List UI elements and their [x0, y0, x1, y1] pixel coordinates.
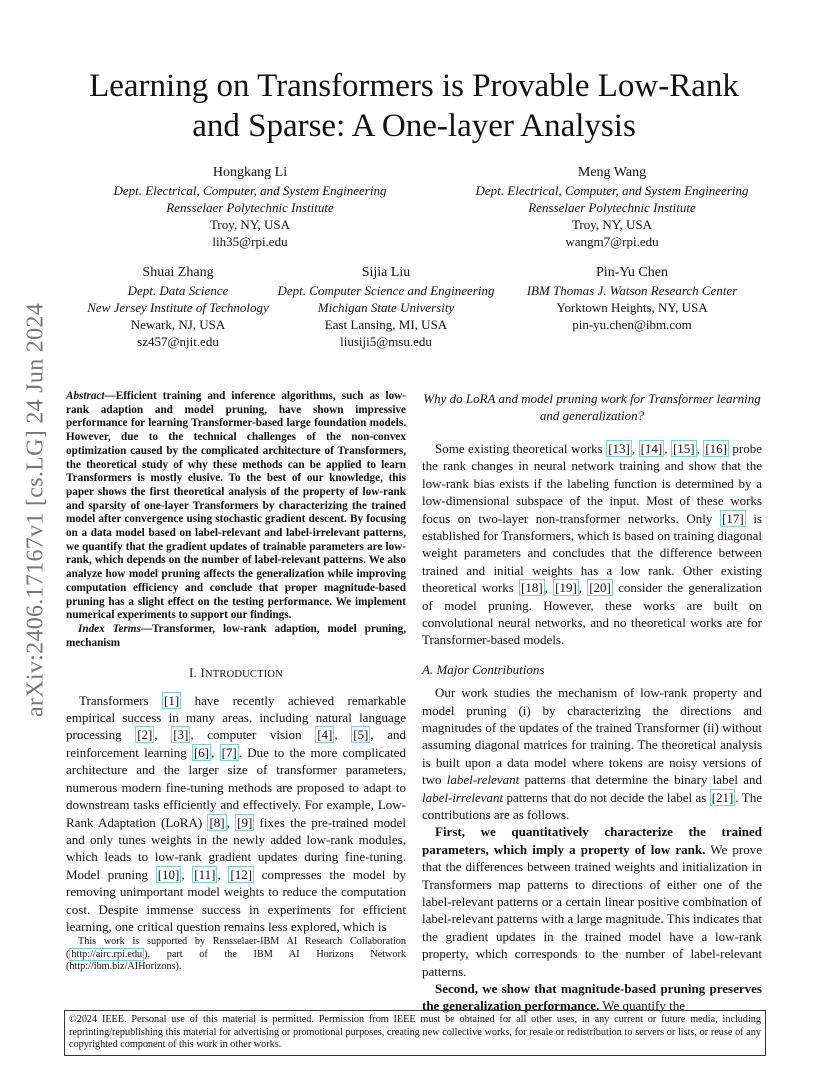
text-run: We prove that the differences between trained weights and initialization in Transformers map patterns to directions of either one of the label-relevant patterns or a certain linear positive combination of label-relevant patterns with a large magnitude. This indicates that the gradient updates in the trained model have a low-rank property, which corresponds to the number of label-relevant patterns. — [422, 841, 762, 979]
author-name: Hongkang Li — [212, 165, 288, 180]
text-run: Our work studies the mechanism of low-rank property and model pruning (i) by characterizing the directions and magnitudes of the updates of the trained Transformer (ii) without assuming diagonal matrices for training. The theoretical analysis is built upon a data model where tokens are noisy versions of two — [422, 685, 762, 788]
author-location: East Lansing, MI, USA — [324, 317, 448, 332]
citation-link[interactable]: [16] — [705, 441, 727, 456]
citation-link[interactable]: [13] — [608, 441, 630, 456]
author-email: wangm7@rpi.edu — [565, 234, 659, 249]
citation-link[interactable]: [15] — [672, 441, 695, 456]
text-run: , — [696, 441, 704, 456]
author-block-4 — [264, 263, 508, 350]
citation-link[interactable]: [14] — [640, 441, 663, 456]
author-email: lih35@rpi.edu — [212, 234, 288, 249]
section-number: I. — [189, 665, 201, 681]
citation-link[interactable]: [17] — [722, 510, 744, 526]
citation-link[interactable]: [4] — [317, 727, 333, 743]
author-location: Troy, NY, USA — [209, 217, 291, 232]
author-block-3 — [58, 263, 298, 350]
research-question: Why do LoRA and model pruning work for Transformer learning and generalization? — [423, 391, 761, 423]
subsection-heading-contributions: A. Major Contributions — [422, 661, 545, 677]
citation-link[interactable]: [8] — [209, 814, 225, 830]
emphasis-text: label-relevant — [446, 772, 520, 788]
text-run: , — [217, 866, 229, 882]
author-location: Newark, NJ, USA — [130, 317, 226, 332]
arxiv-identifier-stamp — [16, 290, 56, 730]
citation-link[interactable]: [2] — [137, 727, 153, 743]
text-run: . Due to the more complicated architecture and the larger size of transformer parameters, numerous modern fine-tuning methods are proposed to adapt to downstream tasks efficiently and effectively. For example, Low-Rank Adaptation (LoRA) — [66, 744, 407, 830]
title-line-2: and Sparse: A One-layer Analysis — [192, 108, 636, 144]
emphasis-text: label-irrelevant — [422, 789, 504, 805]
author-institution: Rensselaer Polytechnic Institute — [528, 200, 696, 215]
text-run: patterns that do not decide the label as — [503, 789, 710, 805]
text-run: is established for Transformers, which is based on training diagonal weight parameters and concludes that the difference between trained and initial weights has a low rank. Other existing theoretical works — [422, 510, 762, 596]
author-block-2 — [452, 163, 772, 250]
intro-paragraph-1 — [66, 692, 406, 936]
author-location: Troy, NY, USA — [571, 217, 653, 232]
text-run: , computer vision — [190, 727, 316, 743]
bold-lead: First, we quantitatively characterize the trained parameters, which imply a property of low rank. — [422, 824, 762, 857]
text-run: patterns that determine the binary label and — [519, 772, 763, 788]
text-run: , — [181, 866, 193, 882]
author-name: Pin-Yu Chen — [596, 265, 668, 280]
related-work-paragraph — [422, 440, 762, 649]
text-run: , — [334, 727, 352, 743]
ieee-copyright-notice: ©2024 IEEE. Personal use of this material is permitted. Permission from IEEE must be obtained for all other uses, in any current or future media, including reprinting/republishing this material for advertising or promotional purposes, creating new collective works, for resale or redistribution to servers or lists, or reuse of any copyrighted component of this work in other works. — [64, 1010, 766, 1056]
text-run: , — [578, 580, 588, 596]
bold-lead: Second, we show that magnitude-based pruning preserves the generalization performance. — [422, 981, 762, 1014]
author-email: pin-yu.chen@ibm.com — [572, 317, 692, 332]
section-title-initial: I — [200, 665, 205, 681]
text-run: , — [211, 744, 220, 760]
author-dept: IBM Thomas J. Watson Research Center — [526, 283, 738, 298]
citation-link[interactable]: [6] — [193, 744, 210, 760]
citation-link[interactable]: [5] — [353, 727, 369, 743]
text-run: . The contributions are as follows. — [422, 789, 762, 823]
author-block-5 — [510, 263, 754, 333]
footnote-text: This work is supported by Rensselaer-IBM AI Research Collaboration ( — [66, 936, 406, 960]
index-terms-label: Index Terms — [78, 622, 141, 635]
author-email: liusiji5@msu.edu — [340, 334, 432, 349]
author-email: sz457@njit.edu — [137, 334, 219, 349]
paper-title — [60, 66, 768, 146]
citation-link[interactable]: [3] — [173, 727, 189, 743]
section-title-rest: NTRODUCTION — [204, 669, 283, 681]
text-run: , — [226, 814, 236, 830]
text-run: , — [631, 441, 639, 456]
citation-link[interactable]: [21] — [711, 789, 734, 805]
author-block-1 — [90, 163, 410, 250]
author-institution: Michigan State University — [317, 300, 455, 315]
abstract-text: —Efficient training and inference algorithms, such as low-rank adaption and model pruning, have shown impressive performance for learning Transformer-based large foundation models. However, due to the technical challenges of the non-convex optimization caused by the complicated architecture of Transformers, the theoretical study of why these methods can be applied to learn Transformers is mostly elusive. To the best of our knowledge, this paper shows the first theoretical analysis of the property of low-rank and sparsity of one-layer Transformers by characterizing the trained model after convergence using stochastic gradient descent. By focusing on a data model based on label-relevant and label-irrelevant patterns, we quantify that the gradient updates of trainable parameters are low-rank, which depends on the number of label-relevant patterns. We also analyze how model pruning affects the generalization while improving computation efficiency and conclude that proper magnitude-based pruning has a slight effect on the testing performance. We implement numerical experiments to support our findings. — [66, 390, 406, 622]
author-dept: Dept. Computer Science and Engineering — [277, 283, 495, 298]
author-location: Yorktown Heights, NY, USA — [556, 300, 708, 315]
text-run: fixes the pre-trained model and only tunes weights in the newly added low-rank modules, which leads to low-rank gradient updates during fine-tuning. Model pruning — [66, 814, 407, 882]
citation-link[interactable]: [20] — [589, 580, 611, 596]
author-name: Sijia Liu — [361, 265, 411, 280]
author-dept: Dept. Data Science — [127, 283, 229, 298]
index-terms-text: —Transformer, low-rank adaption, model pruning, mechanism — [66, 622, 406, 649]
contribution-first — [422, 823, 762, 980]
text-run: consider the generalization of model pruning. However, these works are built on convolutional neural networks, and no theoretical works are for Transformer-based models. — [422, 580, 762, 648]
text-run: , and reinforcement learning — [66, 727, 406, 760]
author-name: Meng Wang — [577, 165, 647, 180]
abstract — [66, 390, 406, 650]
title-line-1: Learning on Transformers is Provable Low-Rank — [89, 68, 739, 104]
text-run: have recently achieved remarkable empirical success in many areas, including natural language processing — [66, 692, 406, 743]
author-institution: Rensselaer Polytechnic Institute — [166, 200, 334, 215]
citation-link[interactable]: [11] — [194, 866, 216, 882]
author-dept: Dept. Electrical, Computer, and System Engineering — [475, 183, 749, 198]
text-run: compresses the model by removing unimportant model weights to reduce the computation cost. Despite immense success in experiments for efficient learning, one critical question remains less explored, which is — [66, 866, 407, 934]
footnote-text: ), part of the IBM AI Horizons Network (http://ibm.biz/AIHorizons). — [66, 948, 406, 972]
text-run: probe the rank changes in neural network training and show that the low-rank bias exists if the labeling function is determined by a low-dimensional subspace of the input. Most of these works focus on two-layer non-transformer networks. Only — [422, 441, 763, 526]
text-run: , — [154, 727, 172, 743]
text-run: We quantify the — [599, 998, 685, 1014]
contributions-paragraph — [422, 684, 762, 823]
citation-link[interactable]: [10] — [157, 866, 180, 882]
citation-link[interactable]: [1] — [164, 692, 180, 708]
section-heading-introduction — [66, 664, 406, 683]
citation-link[interactable]: [9] — [237, 814, 253, 830]
right-column — [422, 390, 762, 1015]
left-column — [66, 390, 406, 935]
footnote-url-link[interactable]: http://airc.rpi.edu — [71, 948, 143, 960]
text-run: , — [544, 580, 554, 596]
author-name: Shuai Zhang — [142, 265, 214, 280]
abstract-label: Abstract — [66, 390, 105, 402]
author-institution: New Jersey Institute of Technology — [87, 300, 269, 315]
citation-link[interactable]: [7] — [221, 744, 237, 760]
citation-link[interactable]: [19] — [555, 580, 577, 596]
arxiv-id-text: arXiv:2406.17167v1 [cs.LG] 24 Jun 2024 — [22, 302, 49, 718]
text-run: Transformers — [79, 692, 163, 708]
author-dept: Dept. Electrical, Computer, and System Engineering — [113, 183, 387, 198]
funding-footnote — [66, 936, 406, 974]
text-run: , — [664, 441, 671, 456]
citation-link[interactable]: [12] — [230, 866, 253, 882]
text-run: Some existing theoretical works — [435, 441, 607, 456]
citation-link[interactable]: [18] — [521, 580, 543, 596]
